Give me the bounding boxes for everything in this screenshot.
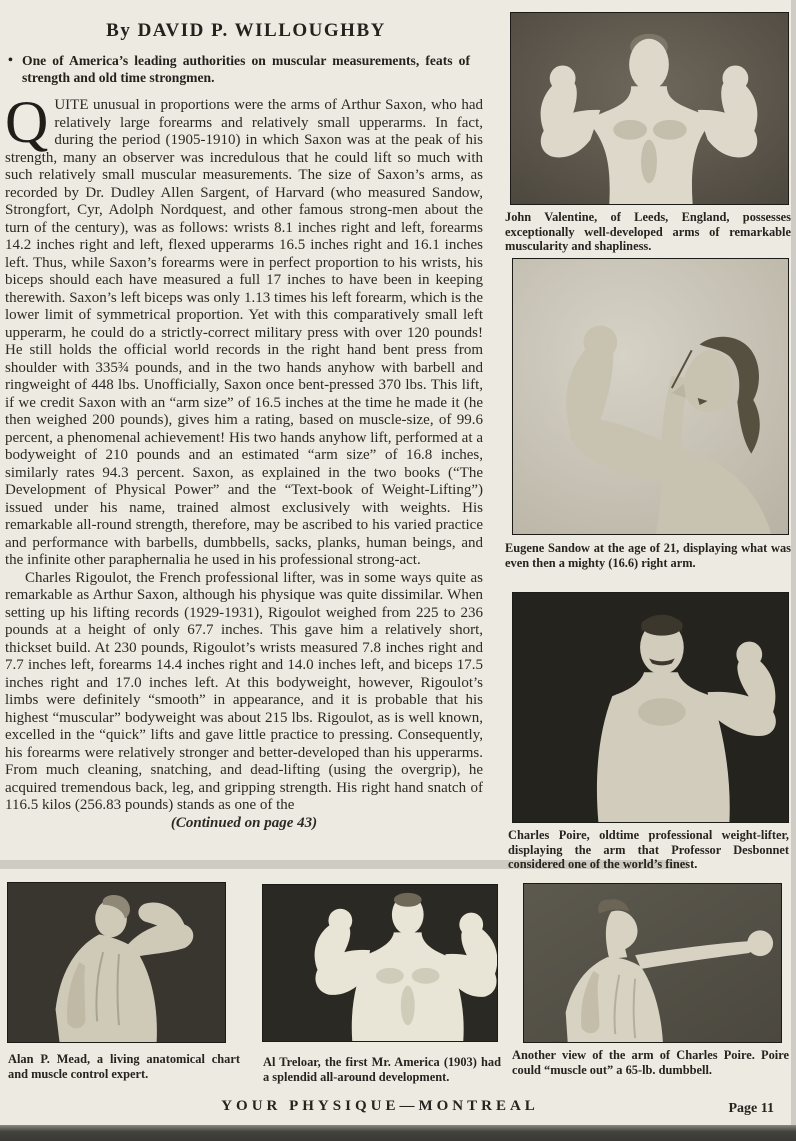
continued-note: (Continued on page 43) bbox=[170, 814, 318, 831]
footer-brand: YOUR PHYSIQUE—MONTREAL bbox=[221, 1098, 539, 1114]
john-valentine-image bbox=[511, 13, 788, 204]
intro-note bbox=[8, 53, 470, 86]
footer-page-number: Page 11 bbox=[728, 1101, 774, 1116]
photo-eugene-sandow bbox=[512, 258, 789, 535]
photo-caption-alan-mead: Alan P. Mead, a living anatomical chart and muscle control expert. bbox=[8, 1052, 240, 1081]
paragraph-saxon bbox=[5, 89, 483, 570]
charles-poire-arm-image bbox=[524, 884, 781, 1042]
paragraph-rigoulot: Charles Rigoulot, the French professional lifter, was in some ways quite as remarkable as Arthur Saxon, although his physique was quite dissimilar. When setting up his lifting records (1929-1931), Rigoulot weighed from 225 to 236 pounds at a height of only 67.7 inches. This gave him a relatively short, thickset build. At 230 pounds, Rigoulot’s wrists measured 7.8 inches right and 7.7 inches left, forearms 14.4 inches right and 14.0 inches left, and biceps 17.5 inches right and 17.0 inches left. At this bodyweight, however, Rigoulot’s limbs were definitely “smooth” in appearance, and it is probable that his highest “muscular” bodyweight was about 215 lbs. Rigoulot, as is well known, excelled in the “quick” lifts and gave little practice to pressing. Consequently, his forearms were relatively stronger and better-developed than his upperarms. From much cleaning, snatching, and dead-lifting (using the overgrip), he acquired tremendous back, leg, and gripping strength. His right hand snatch of 116.5 kilos (256.83 pounds) stands as one of the bbox=[5, 569, 483, 813]
photo-caption-john-valentine: John Valentine, of Leeds, England, possesses exceptionally well-developed arms of remarkable muscularity and shapliness. bbox=[505, 210, 791, 254]
drop-cap: Q bbox=[5, 89, 49, 155]
photo-john-valentine bbox=[510, 12, 789, 205]
alan-mead-image bbox=[8, 883, 225, 1042]
photo-alan-mead bbox=[7, 882, 226, 1043]
scan-edge-bottom bbox=[0, 1125, 796, 1141]
charles-poire-image bbox=[513, 593, 788, 822]
photo-caption-al-treloar: Al Treloar, the first Mr. America (1903) had a splendid all-around development. bbox=[263, 1055, 501, 1084]
photo-al-treloar bbox=[262, 884, 498, 1042]
photo-charles-poire bbox=[512, 592, 789, 823]
bullet-icon: • bbox=[8, 53, 13, 68]
paragraph-saxon-text: UITE unusual in proportions were the arms of Arthur Saxon, who had relatively large forearms and relatively small upperarms. In fact, during the period (1905-1910) in which Saxon was at the peak of his strength, many an observer was incredulous that he could lift so much with such relatively small muscular measurements. The size of Saxon’s arms, as recorded by Dr. Dudley Allen Sargent, of Harvard (who measured Sandow, Strongfort, Cyr, Adolph Nordquest, and other famous strong-men about the turn of the century), was as follows: wrists 8.1 inches right and left, forearms 14.2 inches right and left, flexed upperarms 16.5 inches right and 16.1 inches left. Thus, while Saxon’s forearms were in perfect proportion to his wrists, his biceps should each have measured a full 17 inches to have been in keeping therewith. Saxon’s left biceps was only 1.13 times his left forearm, which is the lower limit of symmetrical proportion. Yet with this comparatively small left upperarm, he could do a strictly-correct military press with over 120 pounds! He still holds the official world records in the right hand bent press from shoulder with 335¾ pounds, and in the two hands anyhow with barbell and ringweight of 448 lbs. Unofficially, Saxon once bent-pressed 370 lbs. This lift, if we credit Saxon with an “arm size” of 16.5 inches at the time he made it (he then weighed 200 pounds), gives him a rating, based on muscle-size, of 99.6 percent, a phenomenal achievement! His two hands anyhow lift, performed at a bodyweight of 210 pounds and an estimated “arm size” of 16.8 inches, similarly rates 94.3 percent. Saxon, as explained in the two books (“The Development of Physical Power” and the “Text-book of Weight-Lifting”) issued under his name, trained almost exclusively with weights. His remarkable all-round strength, therefore, may be ascribed to his varied practice and performance with barbells, dumbbells, sacks, planks, human beings, and the infinite other paraphernalia he used in his professional strong-act. bbox=[5, 97, 483, 568]
byline: By DAVID P. WILLOUGHBY bbox=[106, 20, 386, 41]
article-body bbox=[5, 89, 483, 863]
eugene-sandow-image bbox=[513, 259, 788, 534]
photo-caption-charles-poire-arm: Another view of the arm of Charles Poire. Poire could “muscle out” a 65-lb. dumbbell. bbox=[512, 1048, 789, 1077]
scan-edge-right bbox=[791, 0, 796, 1141]
photo-charles-poire-arm bbox=[523, 883, 782, 1043]
intro-text: One of America’s leading authorities on muscular measurements, feats of strength and old time strongmen. bbox=[22, 53, 470, 85]
photo-caption-charles-poire: Charles Poire, oldtime professional weight-lifter, displaying the arm that Professor Desbonnet considered one of the world’s finest. bbox=[508, 828, 789, 872]
al-treloar-image bbox=[263, 885, 497, 1041]
photo-caption-eugene-sandow: Eugene Sandow at the age of 21, displaying what was even then a mighty (16.6) right arm. bbox=[505, 541, 791, 570]
